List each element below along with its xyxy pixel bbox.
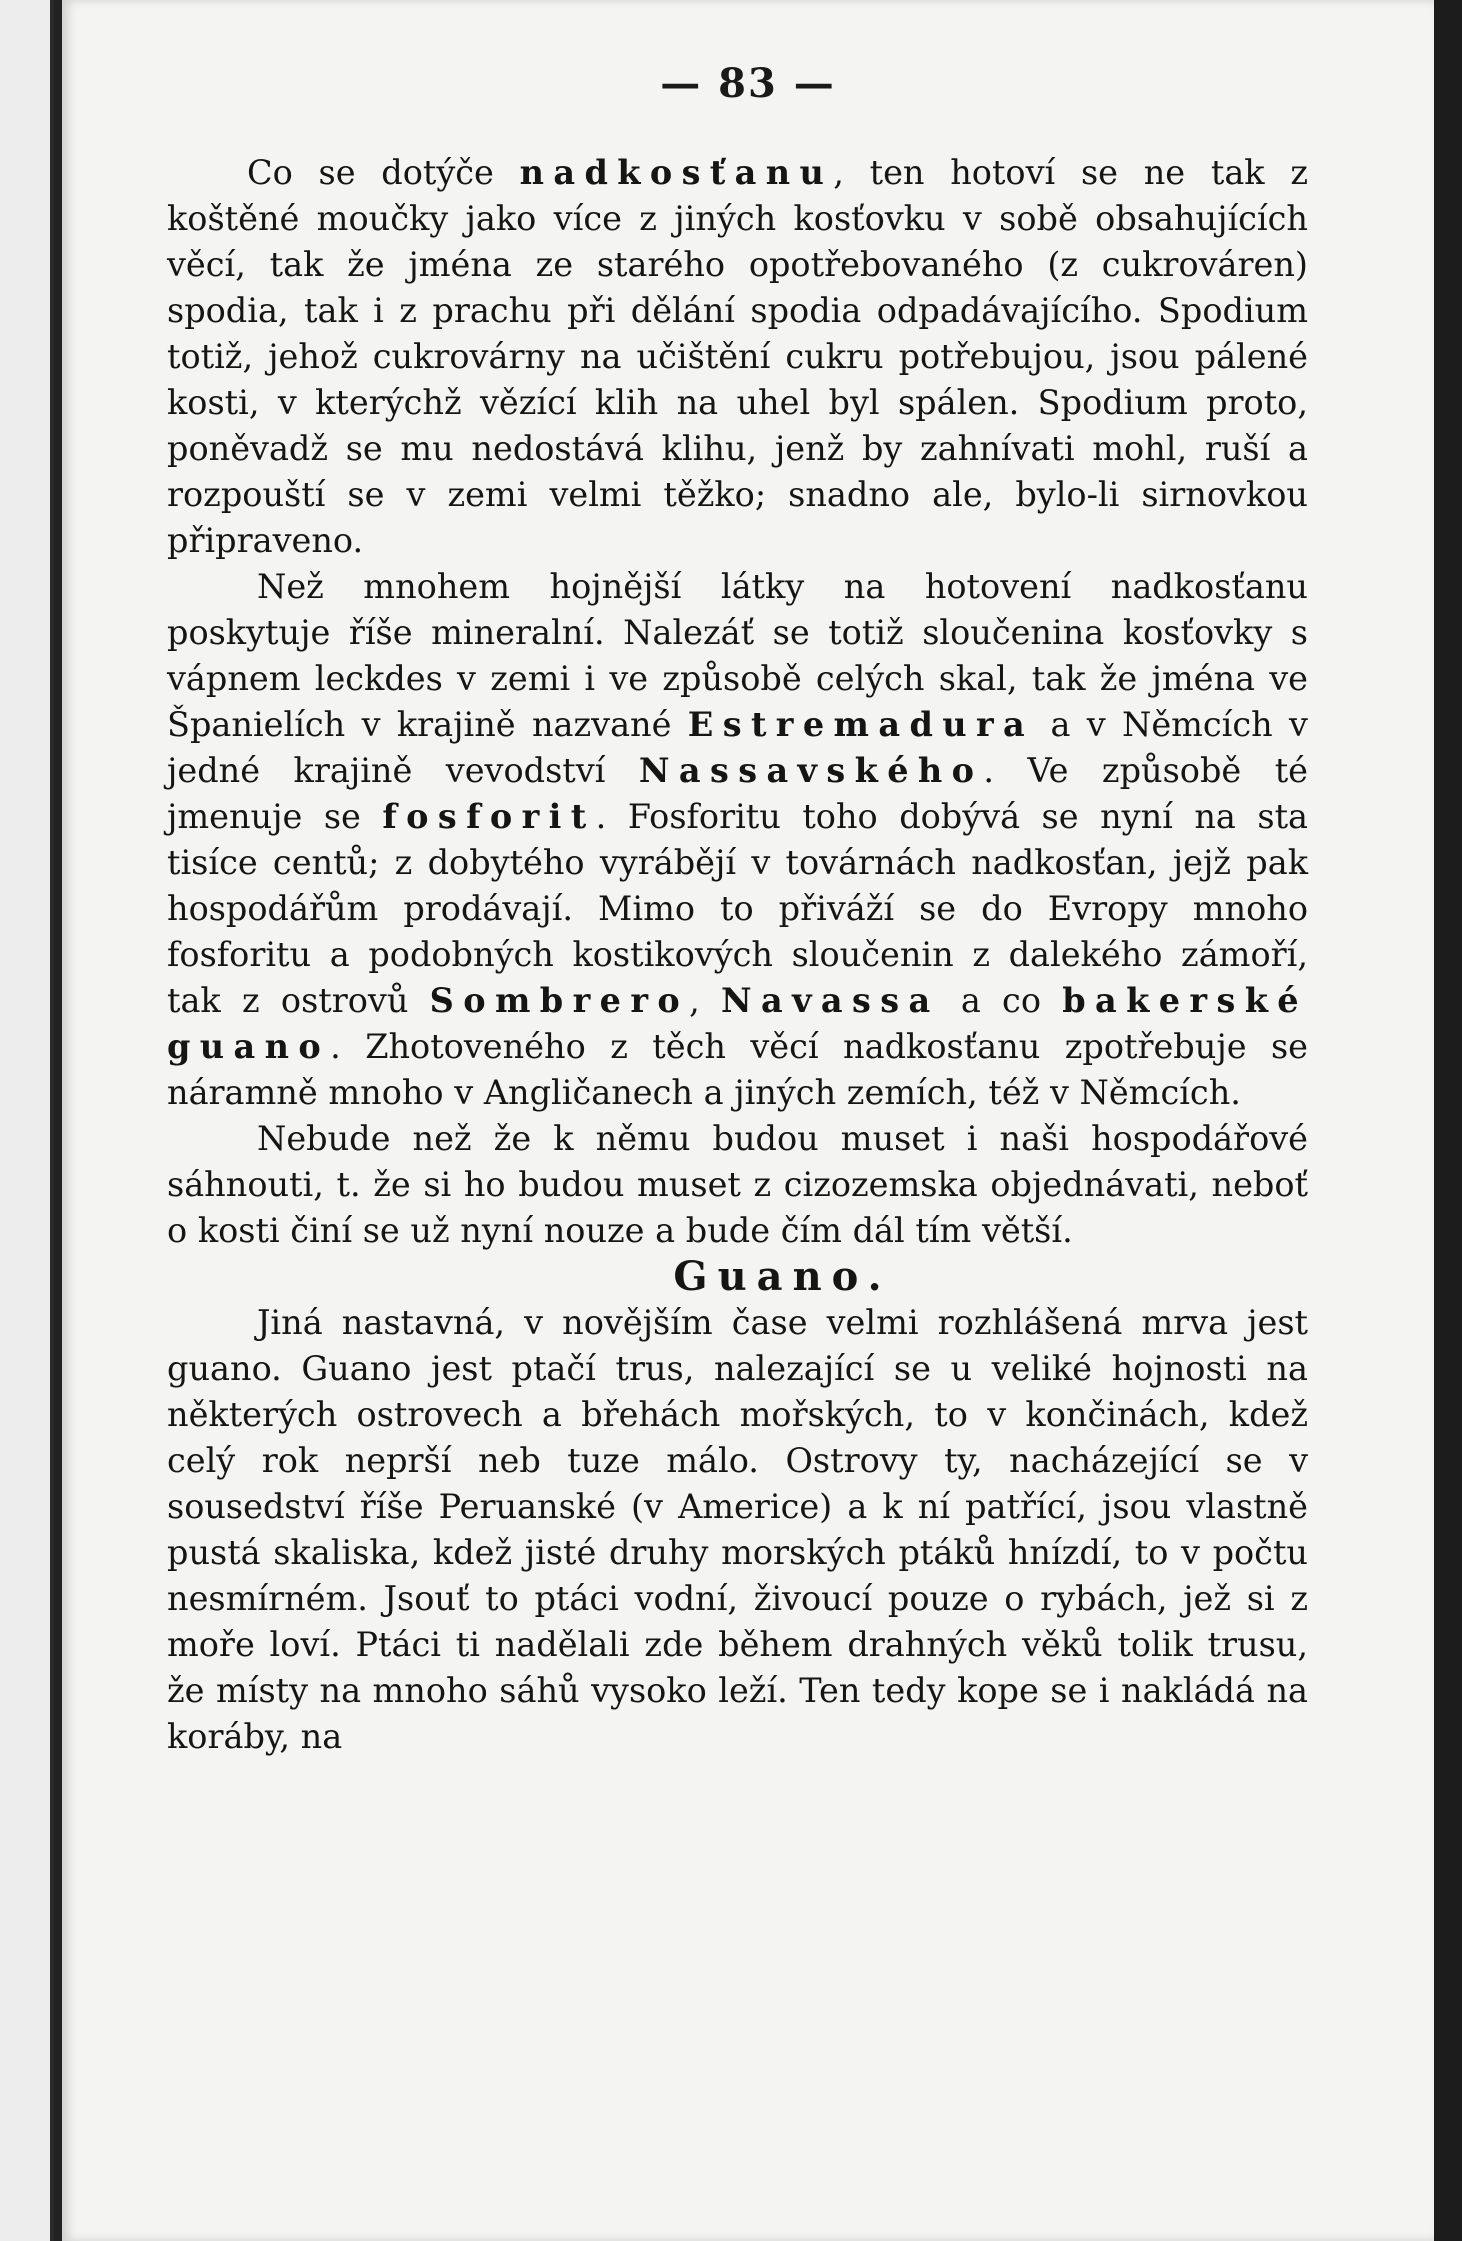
paragraph-mineral: Než mnohem hojnější látky na hotovení nadkosťanu poskytuje říše mineralní. Nalezáť se totiž sloučenina kosťovky s vápnem leckdes v zemi i ve způsobě celých skal, tak že jména ve Španielích v krajině nazvané Estremadura a v Němcích v jedné krajině vevodství Nassavského. Ve způsobě té jmenuje se fosforit. Fosforitu toho dobývá se nyní na sta tisíce centů; z dobytého vyrábějí v továrnách nadkosťan, jejž pak hospodářům prodávají. Mimo to přiváží se do Evropy mnoho fosforitu a podobných kostikových sloučenin z dalekého zámoří, tak z ostrovů Sombrero, Navassa a co bakerské guano. Zhotoveného z těch věcí nadkosťanu zpotřebuje se náramně mnoho v Angličanech a jiných zemích, též v Němcích. bbox=[167, 567, 1308, 1112]
spaced-term: fosforit bbox=[382, 797, 596, 836]
spaced-term: Estremadura bbox=[687, 705, 1035, 744]
spaced-term: Sombrero bbox=[429, 981, 690, 1020]
paragraph-hospodari: Nebude než že k němu budou muset i naši hospodářové sáhnouti, t. že si ho budou muset z cizozemska objednávati, neboť o kosti činí se už nyní nouze a bude čím dál tím větší. bbox=[167, 1119, 1308, 1250]
spaced-term: bakerské guano bbox=[167, 981, 1308, 1066]
spaced-term: Nassavského bbox=[638, 751, 984, 790]
spaced-term: nadkosťanu bbox=[519, 153, 834, 192]
binding-line bbox=[50, 0, 54, 2241]
spaced-term: Navassa bbox=[720, 981, 940, 1020]
previous-page-edge bbox=[0, 0, 52, 2241]
book-page bbox=[62, 0, 1434, 2241]
paragraph-nadkostan: Co se dotýče nadkosťanu, ten hotoví se ne tak z koštěné moučky jako více z jiných kosťovku v sobě obsahujících věcí, tak že jména ze starého opotřebovaného (z cukrováren) spodia, tak i z prachu při dělání spodia odpadávajícího. Spodium totiž, jehož cukrovárny na učištění cukru potřebujou, jsou pálené kosti, v kterýchž vězící klih na uhel byl spálen. Spodium proto, poněvadž se mu nedostává klihu, jenž by zahnívati mohl, ruší a rozpouští se v zemi velmi těžko; snadno ale, bylo-li sirnovkou připraveno. bbox=[167, 153, 1308, 560]
paragraph-guano: Jiná nastavná, v novějším čase velmi rozhlášená mrva jest guano. Guano jest ptačí trus, nalezající se u veliké hojnosti na některých ostrovech a břehách mořských, to v končinách, kdež celý rok neprší neb tuze málo. Ostrovy ty, nacházející se v sousedství říše Peruanské (v Americe) a k ní patřící, jsou vlastně pustá skaliska, kdež jisté druhy morských ptáků hnízdí, to v počtu nesmírném. Jsouť to ptáci vodní, živoucí pouze o rybách, jež si z moře loví. Ptáci ti nadělali zde během drahných věků tolik trusu, že místy na mnoho sáhů vysoko leží. Ten tedy kope se i nakládá na koráby, na bbox=[167, 1303, 1308, 1756]
page-text bbox=[167, 150, 1308, 1760]
section-heading: Guano. bbox=[673, 1253, 892, 1300]
page-number: — 83 — bbox=[660, 60, 836, 107]
scan-border bbox=[1434, 0, 1462, 2241]
